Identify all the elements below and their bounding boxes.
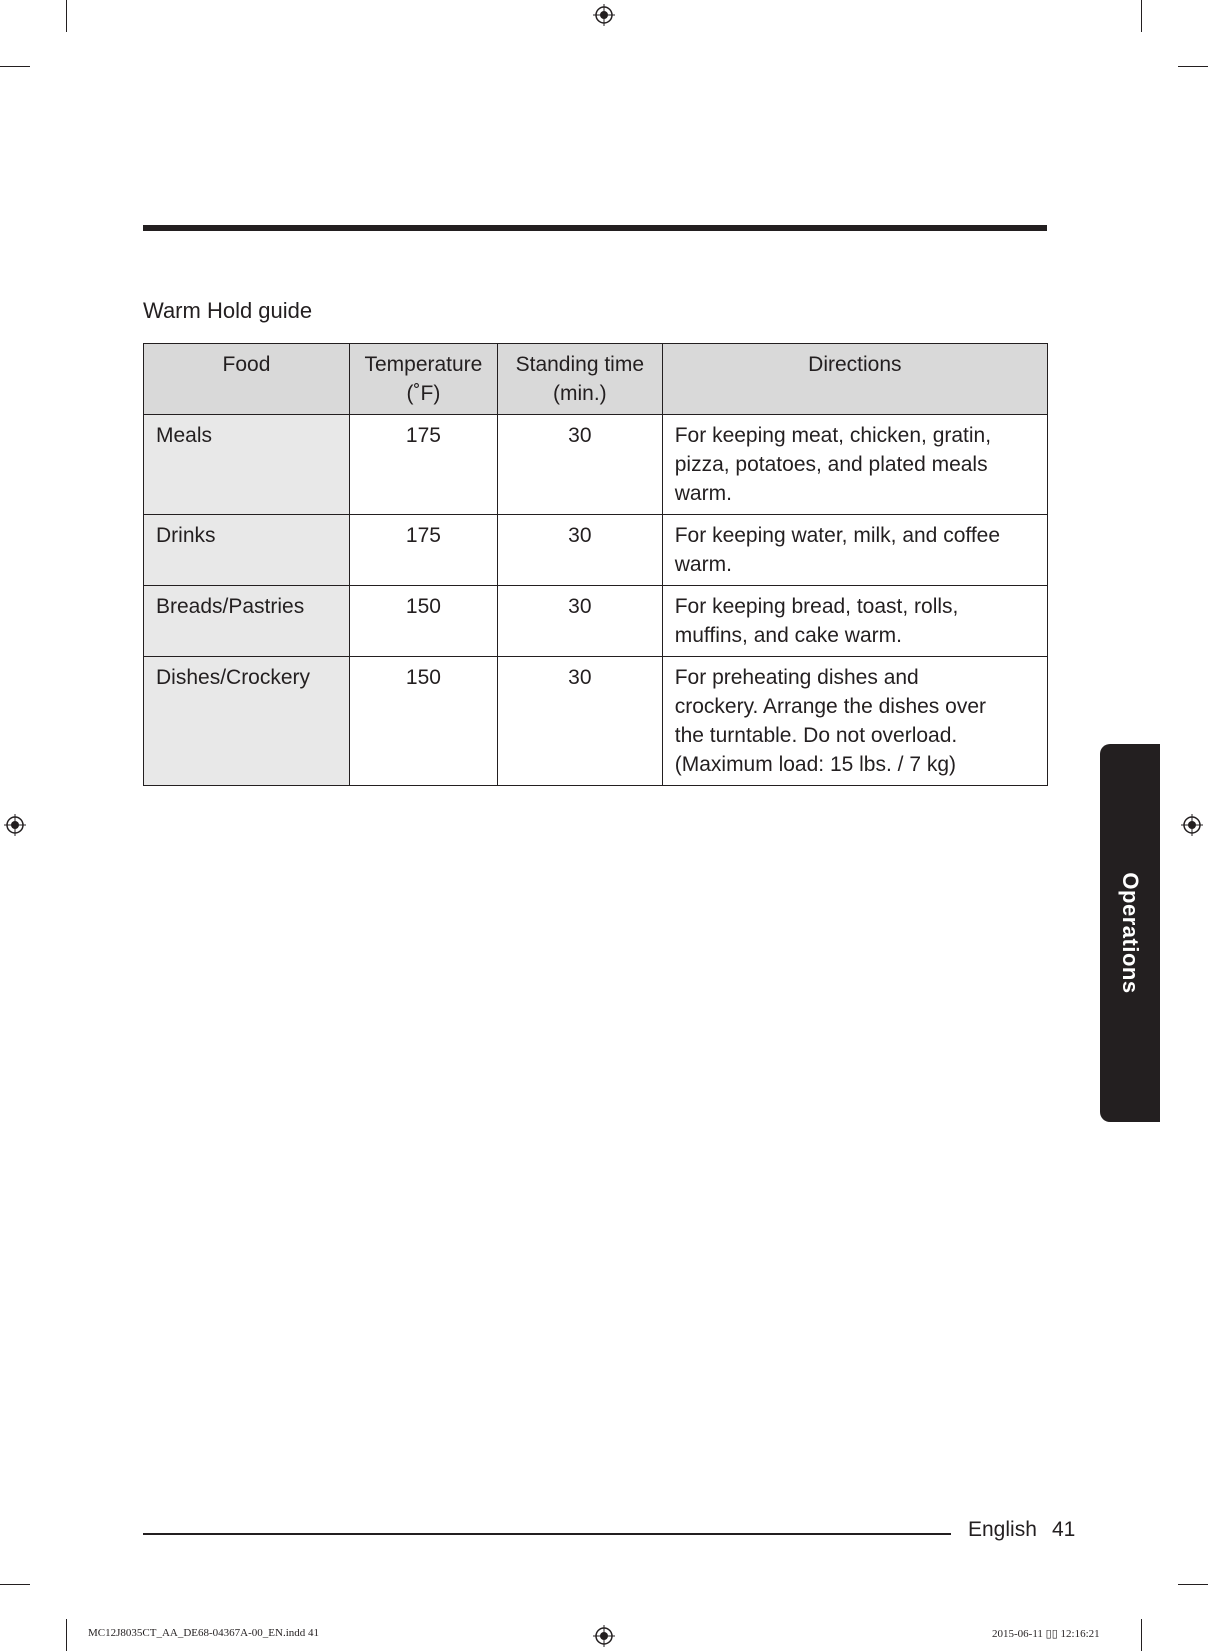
crop-mark xyxy=(1141,1619,1142,1651)
cell-food: Breads/Pastries xyxy=(144,586,350,657)
table-row xyxy=(144,586,1048,657)
cell-standing-time: 30 xyxy=(497,586,662,657)
cell-standing-time: 30 xyxy=(497,657,662,786)
table-header-row xyxy=(144,344,1048,415)
header-rule xyxy=(143,225,1047,231)
header-food: Food xyxy=(144,344,350,415)
registration-mark-icon xyxy=(593,4,615,26)
header-directions: Directions xyxy=(662,344,1047,415)
cell-food: Drinks xyxy=(144,515,350,586)
table-row xyxy=(144,657,1048,786)
cell-food: Dishes/Crockery xyxy=(144,657,350,786)
crop-mark xyxy=(0,1584,30,1585)
cell-temperature: 150 xyxy=(349,586,497,657)
cell-temperature: 150 xyxy=(349,657,497,786)
footer-language: English xyxy=(968,1518,1037,1541)
section-title: Warm Hold guide xyxy=(143,298,313,323)
crop-mark xyxy=(66,1619,67,1651)
crop-mark xyxy=(0,66,30,67)
table-row xyxy=(144,415,1048,515)
cell-directions: For preheating dishes and crockery. Arrange the dishes over the turntable. Do not overload. (Maximum load: 15 lbs. / 7 kg) xyxy=(662,657,1047,786)
footer-rule xyxy=(143,1533,951,1535)
registration-mark-icon xyxy=(1181,814,1203,836)
print-slug-file: MC12J8035CT_AA_DE68-04367A-00_EN.indd 41 xyxy=(88,1627,319,1639)
warm-hold-table xyxy=(143,343,1048,786)
crop-mark xyxy=(66,0,67,32)
cell-temperature: 175 xyxy=(349,415,497,515)
cell-food: Meals xyxy=(144,415,350,515)
crop-mark xyxy=(1178,66,1208,67)
chapter-tab xyxy=(1100,744,1160,1122)
page-number: 41 xyxy=(1052,1518,1076,1541)
crop-mark xyxy=(1178,1584,1208,1585)
chapter-tab-label: Operations xyxy=(1118,872,1143,994)
print-slug-timestamp: 2015-06-11 ▯▯ 12:16:21 xyxy=(992,1628,1100,1640)
header-temperature: Temperature (˚F) xyxy=(349,344,497,415)
header-standing-time: Standing time (min.) xyxy=(497,344,662,415)
cell-directions: For keeping bread, toast, rolls, muffins, and cake warm. xyxy=(662,586,1047,657)
registration-mark-icon xyxy=(4,814,26,836)
cell-directions: For keeping water, milk, and coffee warm. xyxy=(662,515,1047,586)
cell-standing-time: 30 xyxy=(497,415,662,515)
registration-mark-icon xyxy=(593,1625,615,1647)
cell-standing-time: 30 xyxy=(497,515,662,586)
cell-directions: For keeping meat, chicken, gratin, pizza, potatoes, and plated meals warm. xyxy=(662,415,1047,515)
table-row xyxy=(144,515,1048,586)
cell-temperature: 175 xyxy=(349,515,497,586)
crop-mark xyxy=(1141,0,1142,32)
